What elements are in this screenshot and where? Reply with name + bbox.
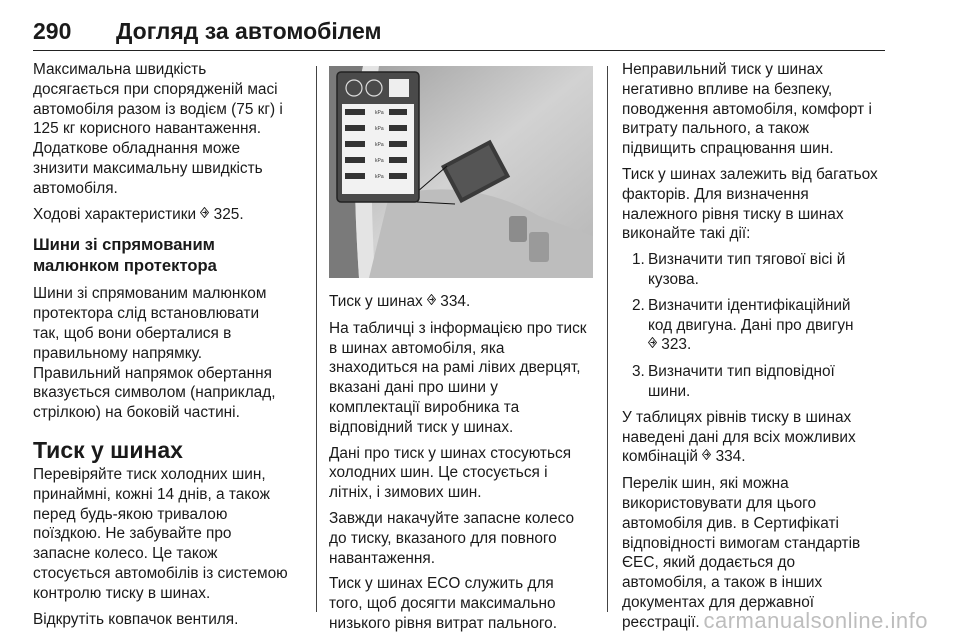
step-number: 2.	[632, 296, 645, 314]
paragraph: Перевіряйте тиск холодних шин, принаймні, кожні 14 днів, а також перед будь-якою тривалою поїздкою. Не забувайте про запасне колесо. Це також стосується автомобілів із системою контролю тиску в шинах.	[33, 465, 288, 602]
label-unit: kPa	[375, 158, 384, 164]
diamond-arrow-icon	[648, 336, 657, 356]
step-text: Визначити ідентифікаційний код двигуна. Дані про двигун	[648, 296, 854, 334]
column-right	[622, 60, 887, 639]
column-left	[33, 60, 308, 635]
column-divider	[316, 66, 317, 612]
cross-reference	[33, 205, 308, 226]
ref-page-link[interactable]: 334.	[440, 293, 471, 310]
diamond-arrow-icon	[200, 206, 209, 226]
steps-list	[622, 250, 887, 402]
step-number: 1.	[632, 251, 645, 269]
cross-reference	[622, 408, 887, 468]
step-text: Визначити тип відповідної шини.	[648, 363, 835, 400]
paragraph: Тиск у шинах ECO служить для того, щоб досягти максимально низького рівня витрат пального.	[329, 575, 558, 632]
column-middle	[329, 292, 597, 640]
diamond-arrow-icon	[427, 293, 436, 313]
step-number: 3.	[632, 363, 645, 381]
paragraph: Шини зі спрямованим малюнком протектора слід встановлювати так, щоб вони оберталися в правильному напрямку. Правильний напрямок обертання вказується символом (наприклад, стрілкою) на боковій частині.	[33, 285, 276, 422]
label-unit: kPa	[375, 110, 384, 116]
paragraph: Дані про тиск у шинах стосуються холодних шин. Це стосується і літніх, і зимових шин.	[329, 444, 572, 502]
header-rule	[33, 50, 885, 51]
paragraph: На табличці з інформацією про тиск в шинах автомобіля, яка знаходиться на рамі лівих дверцят, вказані дані про шини у комплектації виробника та відповідний тиск у шинах.	[329, 319, 587, 436]
paragraph: Перелік шин, які можна використовувати для цього автомобіля див. в Сертифікаті відповідності вимогам стандартів ЄЕС, який додається до автомобіля, а також в інших документах для державної реєстрації.	[622, 475, 861, 631]
ref-page-link[interactable]: 325.	[213, 205, 244, 223]
paragraph: Завжди накачуйте запасне колесо до тиску, вказаного для повного навантаження.	[329, 509, 575, 567]
paragraph: Тиск у шинах залежить від багатьох факторів. Для визначення належного рівня тиску в шинах виконайте такі дії:	[622, 165, 878, 243]
list-item	[622, 362, 887, 402]
label-unit: kPa	[375, 174, 384, 180]
tire-pressure-label-photo	[329, 66, 593, 278]
list-item	[622, 250, 887, 290]
ref-text: Тиск у шинах	[329, 293, 427, 310]
ref-page-link[interactable]: 323.	[661, 336, 692, 354]
list-item	[622, 296, 887, 356]
label-unit: kPa	[375, 142, 384, 148]
main-heading: Тиск у шинах	[33, 436, 183, 463]
page-number: 290	[33, 18, 72, 44]
label-unit: kPa	[375, 126, 384, 132]
ref-text: У таблицях рівнів тиску в шинах наведені дані для всіх можливих комбінацій	[622, 408, 856, 466]
diamond-arrow-icon	[702, 448, 711, 468]
chapter-title: Догляд за автомобілем	[116, 18, 382, 44]
ref-page-link[interactable]: 334.	[715, 448, 746, 466]
ref-text: Ходові характеристики	[33, 205, 201, 223]
step-text: Визначити тип тягової вісі й кузова.	[648, 251, 846, 288]
paragraph: Максимальна швидкість досягається при спорядженій масі автомобіля разом із водієм (75 кг) і 125 кг корисного навантаження. Додаткове обладнання може знизити максимальну швидкість автомобіля.	[33, 61, 283, 197]
cross-reference	[329, 292, 597, 313]
section-heading: Шини зі спрямованим малюнком протектора	[33, 235, 217, 275]
page-header	[33, 18, 893, 50]
paragraph: Відкрутіть ковпачок вентиля.	[33, 610, 239, 628]
paragraph: Неправильний тиск у шинах негативно впливе на безпеку, поводження автомобіля, комфорт і витрату пального, а також підвищить спрацювання шин.	[622, 61, 872, 158]
watermark: carmanualsonline.info	[703, 608, 928, 633]
column-divider	[607, 66, 608, 612]
